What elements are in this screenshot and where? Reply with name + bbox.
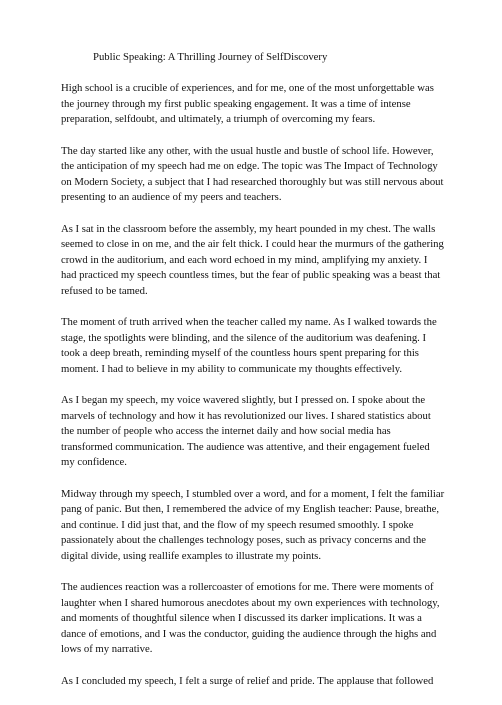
paragraph: As I concluded my speech, I felt a surge of relief and pride. The applause that followed	[61, 674, 434, 687]
paragraph: The moment of truth arrived when the teacher called my name. As I walked towards the stage, the spotlights were blinding, and the silence of the auditorium was deafening. I took a deep breath, reminding myself of the countless hours spent preparing for this moment. I had to believe in my ability to communicate my thoughts effectively.	[61, 316, 437, 375]
paragraph: As I began my speech, my voice wavered slightly, but I pressed on. I spoke about the marvels of technology and how it has revolutionized our lives. I shared statistics about the number of people who access the internet daily and how social media has transformed communication. The audience was attentive, and their engagement fueled my confidence.	[61, 394, 431, 468]
document-body	[61, 81, 445, 705]
paragraph: As I sat in the classroom before the assembly, my heart pounded in my chest. The walls seemed to close in on me, and the air felt thick. I could hear the murmurs of the gathering crowd in the auditorium, and each word echoed in my mind, amplifying my anxiety. I had practiced my speech countless times, but the fear of public speaking was a beast that refused to be tamed.	[61, 222, 444, 297]
paragraph: The audiences reaction was a rollercoaster of emotions for me. There were moments of laughter when I shared humorous anecdotes about my own experiences with technology, and moments of thoughtful silence when I discussed its darker implications. It was a dance of emotions, and I was the conductor, guiding the audience through the highs and lows of my narrative.	[61, 581, 440, 655]
paragraph: Midway through my speech, I stumbled over a word, and for a moment, I felt the familiar pang of panic. But then, I remembered the advice of my English teacher: Pause, breathe, and continue. I did just that, and the flow of my speech resumed smoothly. I spoke passionately about the challenges technology poses, such as privacy concerns and the digital divide, using reallife examples to illustrate my points.	[61, 487, 445, 562]
document-title: Public Speaking: A Thrilling Journey of SelfDiscovery	[93, 51, 328, 63]
paragraph: High school is a crucible of experiences, and for me, one of the most unforgettable was the journey through my first public speaking engagement. It was a time of intense preparation, selfdoubt, and ultimately, a triumph of overcoming my fears.	[61, 82, 434, 125]
paragraph: The day started like any other, with the usual hustle and bustle of school life. However, the anticipation of my speech had me on edge. The topic was The Impact of Technology on Modern Society, a subject that I had researched thoroughly but was still nervous about presenting to an audience of my peers and teachers.	[61, 144, 444, 203]
